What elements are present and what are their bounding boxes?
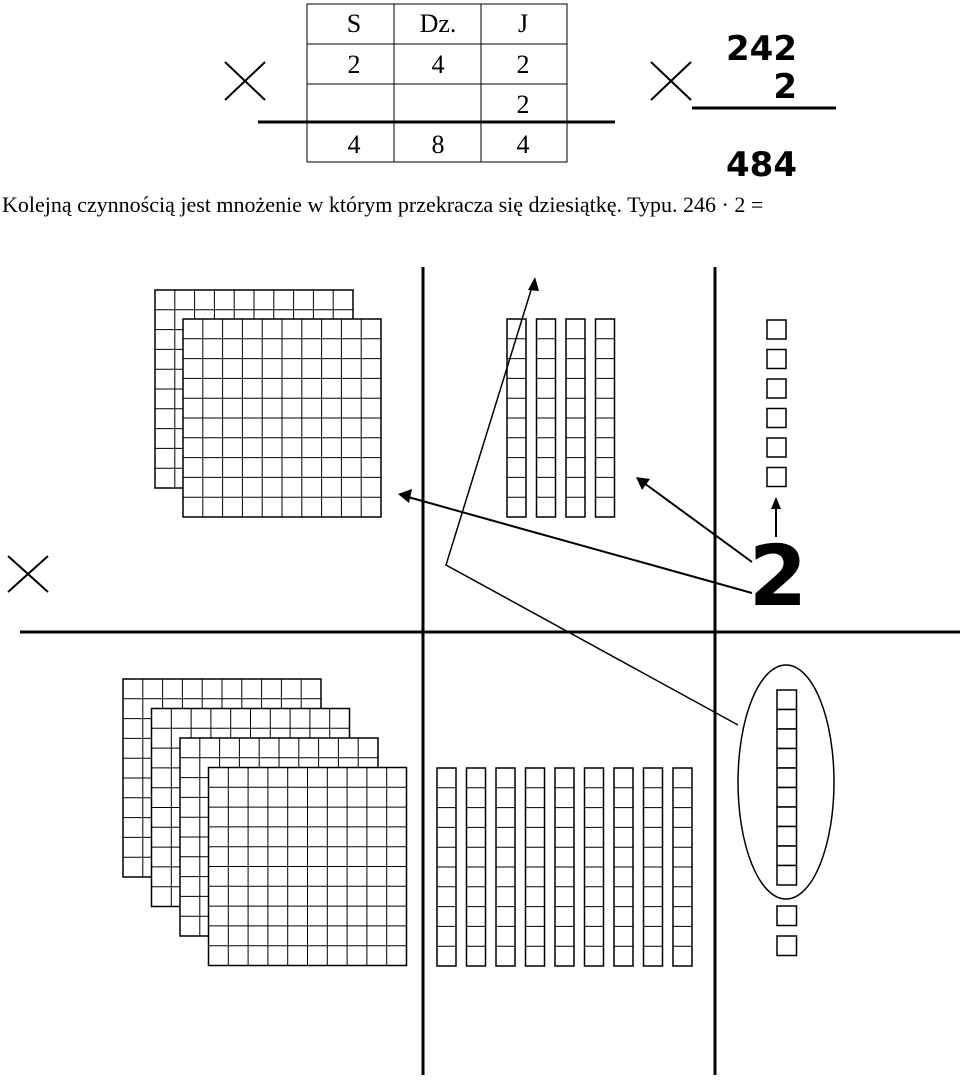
times-sign-icon bbox=[8, 556, 48, 592]
ten-rod bbox=[555, 768, 574, 966]
place-value-table bbox=[258, 4, 615, 162]
times-sign-icon bbox=[225, 62, 265, 100]
arrow-to-tens bbox=[644, 483, 752, 562]
ten-rod bbox=[437, 768, 456, 966]
table-cell: 8 bbox=[431, 130, 445, 159]
ten-rod bbox=[496, 768, 515, 966]
unit-cube bbox=[777, 710, 797, 730]
hundred-flat bbox=[183, 319, 381, 517]
ten-rod bbox=[673, 768, 692, 966]
ten-rod bbox=[467, 768, 486, 966]
unit-cube bbox=[767, 438, 786, 457]
column-multiplication bbox=[692, 29, 836, 185]
unit-cube bbox=[777, 906, 797, 926]
ten-rod bbox=[614, 768, 633, 966]
bottom-ones-blocks bbox=[777, 690, 797, 956]
table-header-dz: Dz. bbox=[419, 9, 457, 38]
table-cell: 2 bbox=[516, 90, 530, 119]
ten-rod bbox=[566, 319, 585, 517]
ten-rod bbox=[644, 768, 663, 966]
ten-rod bbox=[585, 768, 604, 966]
multiplier-digit: 2 bbox=[748, 527, 808, 625]
top-hundreds-blocks bbox=[155, 290, 381, 517]
hundred-flat bbox=[209, 768, 407, 966]
multiplicand: 242 bbox=[726, 29, 797, 69]
unit-cube bbox=[777, 807, 797, 827]
carry-line bbox=[446, 287, 738, 725]
arrowhead-icon bbox=[636, 477, 650, 490]
times-sign-icon bbox=[651, 62, 691, 100]
arrowhead-icon bbox=[398, 489, 412, 503]
top-tens-blocks bbox=[507, 319, 615, 517]
unit-cube bbox=[767, 379, 786, 398]
unit-cube bbox=[767, 320, 786, 339]
table-header-j: J bbox=[517, 9, 529, 38]
table-cell: 2 bbox=[516, 50, 530, 79]
table-header-s: S bbox=[346, 9, 362, 38]
table-cell: 4 bbox=[431, 50, 445, 79]
unit-cube bbox=[777, 690, 797, 710]
explanation-text: Kolejną czynnością jest mnożenie w którym przekracza się dziesiątkę. Typu. 246 · 2 = bbox=[2, 192, 764, 217]
unit-cube bbox=[777, 936, 797, 956]
unit-cube bbox=[777, 827, 797, 847]
unit-cube bbox=[777, 788, 797, 808]
ten-rod bbox=[526, 768, 545, 966]
unit-cube bbox=[767, 468, 786, 487]
arrowhead-icon bbox=[528, 277, 539, 291]
ten-rod bbox=[507, 319, 526, 517]
ten-rod bbox=[596, 319, 615, 517]
table-cell: 4 bbox=[516, 130, 530, 159]
bottom-hundreds-blocks bbox=[123, 679, 407, 966]
unit-cube bbox=[777, 846, 797, 866]
bottom-tens-blocks bbox=[437, 768, 692, 966]
table-cell: 4 bbox=[347, 130, 361, 159]
unit-cube bbox=[767, 409, 786, 428]
arrowhead-icon bbox=[771, 497, 781, 509]
multiplier: 2 bbox=[773, 67, 797, 107]
ten-rod bbox=[537, 319, 556, 517]
table-cell: 2 bbox=[347, 50, 361, 79]
product: 484 bbox=[726, 145, 797, 185]
unit-cube bbox=[777, 768, 797, 788]
top-ones-blocks bbox=[767, 320, 786, 487]
unit-cube bbox=[777, 729, 797, 749]
unit-cube bbox=[777, 749, 797, 769]
unit-cube bbox=[767, 350, 786, 369]
arrows bbox=[398, 277, 781, 725]
unit-cube bbox=[777, 866, 797, 886]
